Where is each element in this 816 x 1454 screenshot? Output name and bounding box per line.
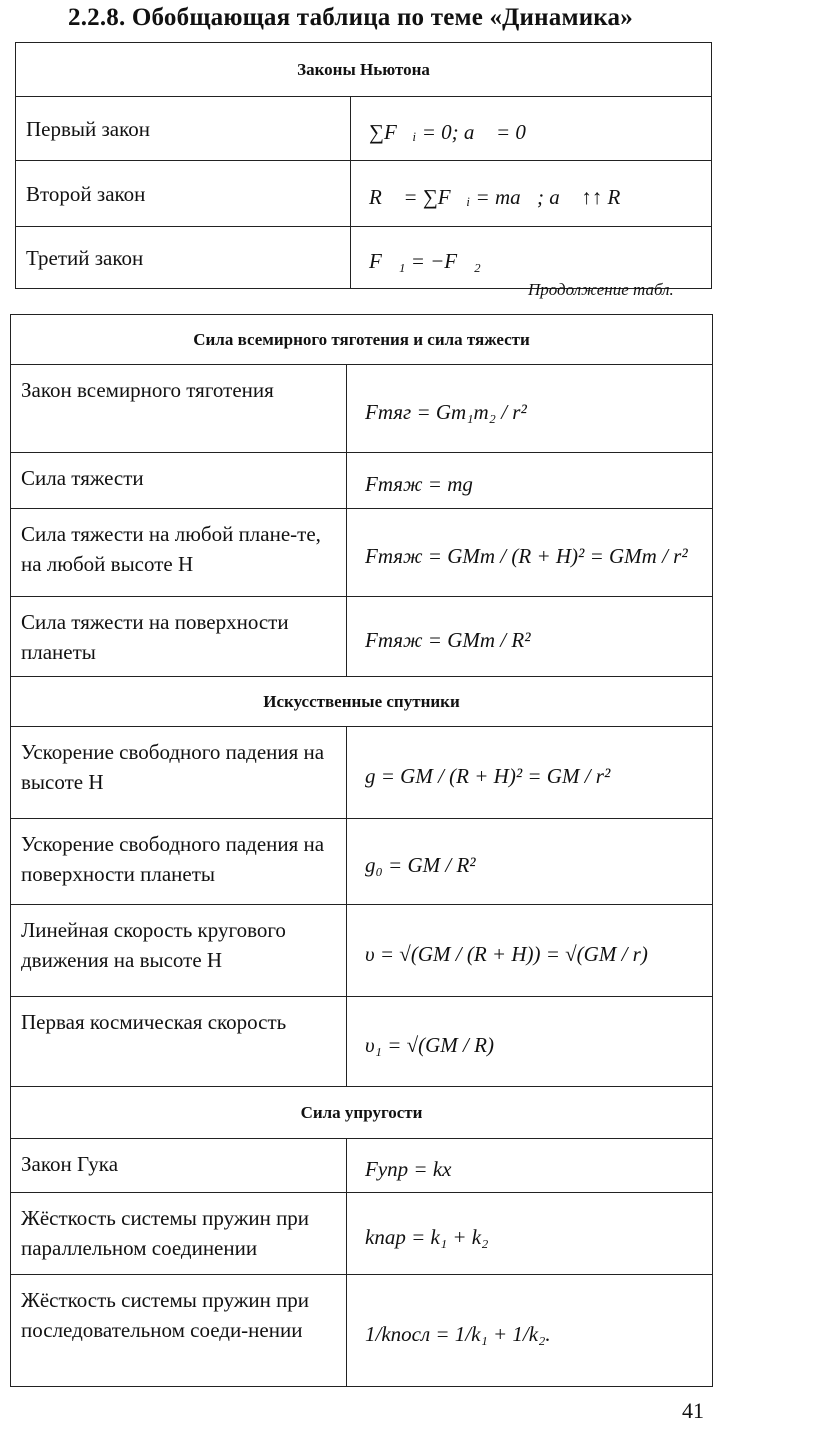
- row-label: Жёсткость системы пружин при последовательном соеди-нении: [11, 1275, 347, 1387]
- row-formula: kпар = k₁ + k₂: [347, 1193, 713, 1275]
- row-formula: Fтяж = mg: [347, 453, 713, 509]
- row-label: Сила тяжести: [11, 453, 347, 509]
- continuation-note: Продолжение табл.: [528, 280, 674, 299]
- row-formula: Fтяж = GMm / R²: [347, 597, 713, 677]
- newton-header: Законы Ньютона: [16, 43, 712, 97]
- row-label: Ускорение свободного падения на высоте H: [11, 727, 347, 819]
- row-formula: υ₁ = √(GM / R): [347, 997, 713, 1087]
- row-formula: F⃗₁ = −F⃗₂: [351, 227, 712, 289]
- row-formula: Fтяж = GMm / (R + H)² = GMm / r²: [347, 509, 713, 597]
- row-label: Линейная скорость кругового движения на высоте H: [11, 905, 347, 997]
- row-label: Жёсткость системы пружин при параллельном соединении: [11, 1193, 347, 1275]
- row-label: Сила тяжести на любой плане-те, на любой высоте H: [11, 509, 347, 597]
- row-label: Закон Гука: [11, 1139, 347, 1193]
- row-label: Ускорение свободного падения на поверхности планеты: [11, 819, 347, 905]
- row-formula: ∑F⃗ᵢ = 0; a⃗ = 0: [351, 97, 712, 161]
- row-label: Первый закон: [16, 97, 351, 161]
- row-formula: υ = √(GM / (R + H)) = √(GM / r): [347, 905, 713, 997]
- row-formula: g = GM / (R + H)² = GM / r²: [347, 727, 713, 819]
- page-title: 2.2.8. Обобщающая таблица по теме «Динамика»: [68, 4, 633, 31]
- satellites-header: Искусственные спутники: [11, 677, 713, 727]
- row-label: Первая космическая скорость: [11, 997, 347, 1087]
- row-label: Третий закон: [16, 227, 351, 289]
- row-formula: g₀ = GM / R²: [347, 819, 713, 905]
- row-label: Сила тяжести на поверхности планеты: [11, 597, 347, 677]
- row-formula: Fтяг = Gm₁m₂ / r²: [347, 365, 713, 453]
- newton-laws-table: [15, 42, 712, 289]
- row-formula: 1/kпосл = 1/k₁ + 1/k₂.: [347, 1275, 713, 1387]
- page-number: 41: [682, 1398, 704, 1423]
- gravity-header: Сила всемирного тяготения и сила тяжести: [11, 315, 713, 365]
- row-label: Второй закон: [16, 161, 351, 227]
- row-formula: Fупр = kx: [347, 1139, 713, 1193]
- dynamics-table: [10, 314, 713, 1387]
- row-formula: R⃗ = ∑F⃗ᵢ = ma⃗; a⃗ ↑↑ R⃗: [351, 161, 712, 227]
- elasticity-header: Сила упругости: [11, 1087, 713, 1139]
- row-label: Закон всемирного тяготения: [11, 365, 347, 453]
